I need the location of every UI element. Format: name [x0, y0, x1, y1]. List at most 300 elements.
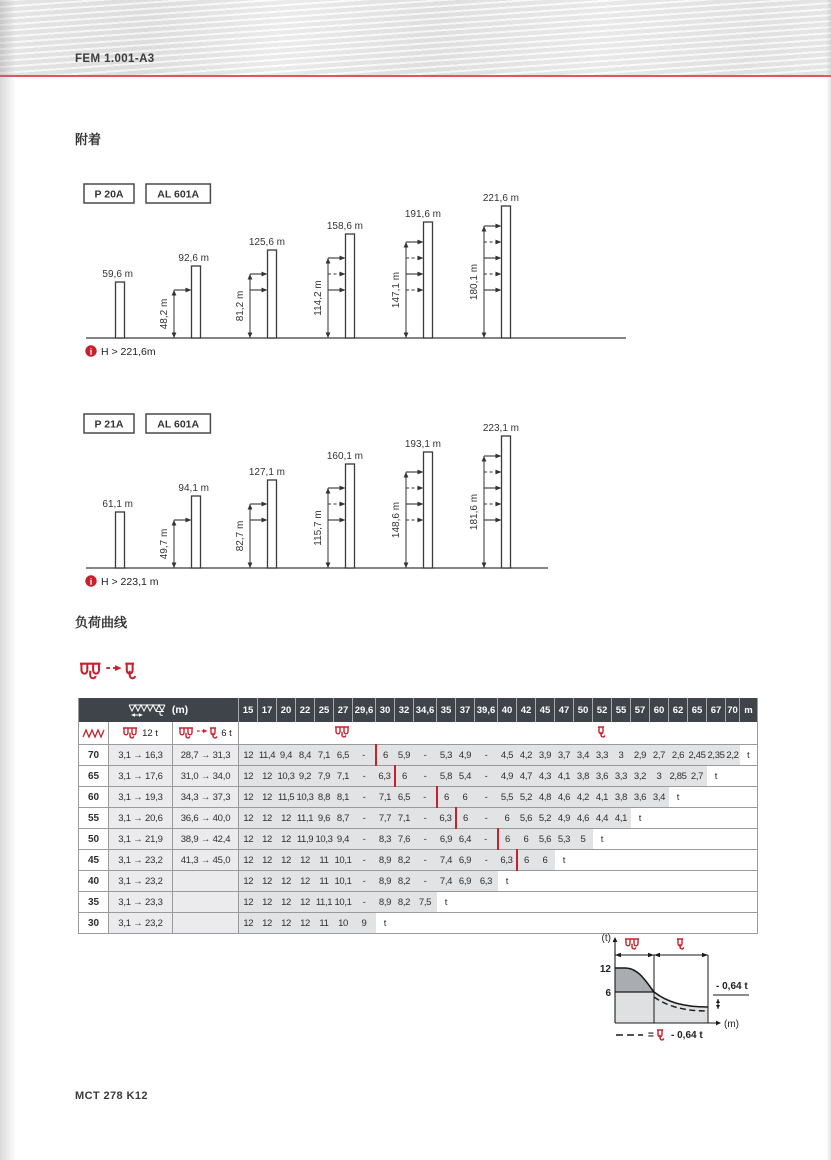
load-value: 12 — [239, 850, 258, 871]
load-value: - — [475, 766, 498, 787]
load-value: 11,9 — [296, 829, 315, 850]
load-value: 8,3 — [376, 829, 395, 850]
empty-cell — [574, 871, 593, 892]
section-title-load-curves: 负荷曲线 — [75, 615, 128, 630]
load-value: 11,4 — [258, 745, 277, 766]
empty-cell — [650, 892, 669, 913]
load-value: 12 — [239, 745, 258, 766]
jib-length-value: 70 — [79, 745, 109, 766]
column-header: 37 — [456, 698, 475, 722]
tower-height-label: 94,1 m — [178, 483, 209, 494]
empty-cell — [740, 829, 758, 850]
empty-cell — [740, 808, 758, 829]
load-value: 12 — [258, 913, 277, 934]
tower-height-label: 223,1 m — [482, 423, 519, 434]
load-table-row — [79, 766, 758, 787]
empty-cell — [555, 892, 574, 913]
load-value: 8,7 — [334, 808, 353, 829]
reeving-zone-cell — [239, 722, 258, 745]
load-table-row — [79, 829, 758, 850]
column-header: 34,6 — [414, 698, 437, 722]
load-value: 3,6 — [631, 787, 650, 808]
empty-cell — [475, 892, 498, 913]
reeving-zone-cell — [555, 722, 574, 745]
four-to-two-fall-capacity — [173, 722, 239, 745]
load-value: 6,9 — [437, 829, 456, 850]
two-fall-range: 41,3 → 45,0 — [173, 850, 239, 871]
empty-cell — [612, 829, 631, 850]
load-value: 6 — [498, 829, 517, 850]
load-value: 12 — [258, 829, 277, 850]
load-value: 9,4 — [334, 829, 353, 850]
empty-cell — [669, 808, 688, 829]
jib-length-value: 65 — [79, 766, 109, 787]
load-value: 3,2 — [631, 766, 650, 787]
tower-height-label: 127,1 m — [248, 467, 285, 478]
two-fall-hook-icon — [598, 726, 606, 738]
load-value: 11 — [315, 871, 334, 892]
load-value: 4,5 — [498, 745, 517, 766]
empty-cell — [726, 892, 740, 913]
load-value: 6 — [498, 808, 517, 829]
load-value: 6 — [376, 745, 395, 766]
mast-tower — [313, 451, 363, 568]
load-value: 12 — [296, 913, 315, 934]
two-fall-range: 34,3 → 37,3 — [173, 787, 239, 808]
anchor-height-dim: 82,7 m — [235, 520, 246, 552]
attachment-diagram-2 — [78, 408, 644, 596]
column-header: 47 — [555, 698, 574, 722]
reeving-zone-cell — [353, 722, 376, 745]
column-header: 25 — [315, 698, 334, 722]
empty-cell — [612, 871, 631, 892]
anchor-height-dim: 114,2 m — [313, 280, 324, 316]
empty-cell — [650, 829, 669, 850]
reeving-zone-cell — [498, 722, 517, 745]
load-table-row — [79, 808, 758, 829]
mast-tower — [235, 467, 285, 568]
load-value: 8,9 — [376, 850, 395, 871]
empty-cell — [669, 850, 688, 871]
load-value: - — [353, 766, 376, 787]
mast-tower — [102, 499, 133, 568]
load-value: 8,2 — [395, 892, 414, 913]
four-fall-range: 3,1 → 16,3 — [109, 745, 173, 766]
four-fall-range: 3,1 → 23,2 — [109, 871, 173, 892]
load-value: 4,9 — [498, 766, 517, 787]
doc-reference: MCT 278 K12 — [75, 1090, 148, 1102]
load-value: 10,1 — [334, 871, 353, 892]
load-value: 7,9 — [315, 766, 334, 787]
load-value: 6 — [517, 829, 536, 850]
load-value: 6,3 — [475, 871, 498, 892]
legend-equals: = — [648, 1030, 654, 1041]
load-value: 12 — [258, 787, 277, 808]
empty-cell — [498, 913, 517, 934]
tower-height-label: 221,6 m — [482, 193, 519, 204]
load-value: 7,4 — [437, 871, 456, 892]
tower-height-label: 193,1 m — [404, 439, 441, 450]
load-value: - — [414, 850, 437, 871]
load-value: 5,4 — [456, 766, 475, 787]
column-header: 30 — [376, 698, 395, 722]
mast-tower — [391, 439, 441, 568]
jib-icon — [129, 702, 167, 718]
two-fall-hook-icon — [657, 1030, 664, 1040]
empty-cell — [707, 787, 726, 808]
standard-reference: FEM 1.001-A3 — [75, 53, 155, 65]
mast-tower — [313, 221, 363, 338]
column-header: 50 — [574, 698, 593, 722]
reeving-zone-cell — [277, 722, 296, 745]
empty-cell — [650, 871, 669, 892]
empty-cell — [612, 850, 631, 871]
load-value: 6 — [536, 850, 555, 871]
model-label-box — [146, 414, 210, 433]
legend-reduction: - 0,64 t — [671, 1030, 703, 1041]
reeving-zone-cell — [707, 722, 726, 745]
tower-height-label: 125,6 m — [248, 237, 285, 248]
load-value: - — [414, 766, 437, 787]
load-value: 4,7 — [517, 766, 536, 787]
svg-text:AL 601A: AL 601A — [157, 188, 200, 201]
load-value: - — [353, 850, 376, 871]
tower-height-label: 191,6 m — [404, 209, 441, 220]
load-value: 3,8 — [574, 766, 593, 787]
reeving-zone-cell — [650, 722, 669, 745]
two-fall-range — [173, 913, 239, 934]
anchor-height-dim: 115,7 m — [313, 510, 324, 546]
anchor-height-dim: 180,1 m — [469, 263, 480, 301]
load-value: 4,2 — [517, 745, 536, 766]
four-fall-capacity — [109, 722, 173, 745]
column-header: 60 — [650, 698, 669, 722]
reeving-zone-cell — [574, 722, 593, 745]
load-value: 10,1 — [334, 850, 353, 871]
load-value: 8,9 — [376, 892, 395, 913]
load-table-row — [79, 892, 758, 913]
load-value: 5,8 — [437, 766, 456, 787]
load-value: 10,1 — [334, 892, 353, 913]
load-value: 7,1 — [376, 787, 395, 808]
anchor-height-dim: 49,7 m — [159, 528, 170, 560]
empty-cell — [688, 850, 707, 871]
column-header: 70 — [726, 698, 740, 722]
column-header: 42 — [517, 698, 536, 722]
load-value: 7,1 — [395, 808, 414, 829]
load-value: 2,9 — [631, 745, 650, 766]
reeving-zone-cell — [740, 722, 758, 745]
load-value: 12 — [258, 892, 277, 913]
load-value: 5,6 — [517, 808, 536, 829]
load-value: 2,45 — [688, 745, 707, 766]
empty-cell — [688, 892, 707, 913]
load-value: 7,7 — [376, 808, 395, 829]
load-value: 7,1 — [334, 766, 353, 787]
reeving-zone-cell — [593, 722, 612, 745]
load-value: 2,6 — [669, 745, 688, 766]
load-value: - — [414, 808, 437, 829]
reeving-zone-cell — [376, 722, 395, 745]
load-value: 12 — [296, 850, 315, 871]
four-fall-range: 3,1 → 20,6 — [109, 808, 173, 829]
load-value: 12 — [277, 892, 296, 913]
load-value: - — [353, 829, 376, 850]
unit-cell: t — [376, 913, 395, 934]
four-fall-hook-icon — [625, 939, 639, 949]
load-value: 3 — [650, 766, 669, 787]
load-value: 8,1 — [334, 787, 353, 808]
reeving-zone-cell — [612, 722, 631, 745]
chart-dark-area — [615, 968, 654, 992]
load-value: 6 — [437, 787, 456, 808]
page-header-banner — [0, 0, 831, 77]
load-value: 4,6 — [574, 808, 593, 829]
anchor-height-dim: 148,6 m — [391, 501, 402, 539]
empty-cell — [456, 913, 475, 934]
load-value: 12 — [258, 808, 277, 829]
load-value: 12 — [277, 871, 296, 892]
attachment-diagram-1 — [78, 178, 644, 366]
load-value: 3,6 — [593, 766, 612, 787]
load-value: - — [414, 871, 437, 892]
column-header: 45 — [536, 698, 555, 722]
load-value: 12 — [239, 787, 258, 808]
empty-cell — [631, 871, 650, 892]
load-value: 12 — [258, 871, 277, 892]
load-value: 3,4 — [574, 745, 593, 766]
column-header: 35 — [437, 698, 456, 722]
unit-cell: t — [669, 787, 688, 808]
empty-cell — [688, 829, 707, 850]
two-fall-hook-icon — [677, 939, 684, 949]
load-value: 3 — [612, 745, 631, 766]
anchor-height-dim: 181,6 m — [469, 493, 480, 531]
unit-cell: t — [498, 871, 517, 892]
column-header: 22 — [296, 698, 315, 722]
load-value: 6,9 — [456, 850, 475, 871]
tick-6: 6 — [605, 988, 611, 999]
load-value: 2,35 — [707, 745, 726, 766]
load-value: 12 — [239, 766, 258, 787]
jib-length-value: 50 — [79, 829, 109, 850]
column-header: 20 — [277, 698, 296, 722]
load-value: 6 — [456, 787, 475, 808]
model-label-box — [84, 184, 134, 203]
jib-unit-label: (m) — [171, 704, 189, 716]
load-value: 9,2 — [296, 766, 315, 787]
load-value: - — [475, 787, 498, 808]
tower-height-label: 59,6 m — [102, 269, 133, 280]
model-label-box — [84, 414, 134, 433]
load-value: 12 — [277, 850, 296, 871]
load-value: 4,1 — [612, 808, 631, 829]
empty-cell — [669, 871, 688, 892]
table-header-row — [79, 698, 758, 722]
section-title-attachment: 附着 — [75, 132, 102, 147]
mast-tower — [235, 237, 285, 338]
column-header: 52 — [593, 698, 612, 722]
jib-zigzag-icon — [79, 722, 109, 745]
load-value: 12 — [277, 913, 296, 934]
load-value: 12 — [239, 808, 258, 829]
svg-text:i: i — [89, 576, 93, 587]
load-value: 6,9 — [456, 871, 475, 892]
load-value: 8,2 — [395, 871, 414, 892]
jib-length-value: 55 — [79, 808, 109, 829]
empty-cell — [707, 829, 726, 850]
load-value: - — [475, 808, 498, 829]
load-value: 11,5 — [277, 787, 296, 808]
load-value: 3,9 — [536, 745, 555, 766]
empty-cell — [726, 808, 740, 829]
load-value: 6,4 — [456, 829, 475, 850]
load-value: 8,8 — [315, 787, 334, 808]
empty-cell — [536, 892, 555, 913]
empty-cell — [740, 766, 758, 787]
load-table-row — [79, 787, 758, 808]
load-value: 5,6 — [536, 829, 555, 850]
jib-length-value: 60 — [79, 787, 109, 808]
reeving-zone-cell — [395, 722, 414, 745]
jib-length-value: 30 — [79, 913, 109, 934]
load-table-row — [79, 850, 758, 871]
load-value: 4,1 — [593, 787, 612, 808]
empty-cell — [707, 892, 726, 913]
load-value: 7,5 — [414, 892, 437, 913]
empty-cell — [536, 913, 555, 934]
reeving-zone-cell — [517, 722, 536, 745]
load-value: 8,9 — [376, 871, 395, 892]
reeving-zone-cell — [536, 722, 555, 745]
empty-cell — [555, 871, 574, 892]
load-value: 3,4 — [650, 787, 669, 808]
load-value: 5,3 — [555, 829, 574, 850]
reeving-zone-cell — [669, 722, 688, 745]
empty-cell — [593, 871, 612, 892]
load-value: 4,3 — [536, 766, 555, 787]
empty-cell — [688, 787, 707, 808]
load-value: 12 — [277, 829, 296, 850]
mast-tower — [469, 423, 519, 568]
load-value: 10,3 — [315, 829, 334, 850]
empty-cell — [707, 808, 726, 829]
load-value: - — [353, 808, 376, 829]
empty-cell — [593, 850, 612, 871]
load-value: 2,2 — [726, 745, 740, 766]
mast-tower — [159, 253, 209, 338]
empty-cell — [555, 913, 574, 934]
tower-height-label: 160,1 m — [326, 451, 363, 462]
load-value: 6,3 — [498, 850, 517, 871]
four-fall-range: 3,1 → 23,2 — [109, 850, 173, 871]
anchor-height-dim: 147,1 m — [391, 271, 402, 309]
reeving-zone-cell — [437, 722, 456, 745]
empty-cell — [726, 850, 740, 871]
load-value: 2,85 — [669, 766, 688, 787]
empty-cell — [536, 871, 555, 892]
two-fall-range: 36,6 → 40,0 — [173, 808, 239, 829]
load-value: 4,9 — [555, 808, 574, 829]
reeving-zone-cell — [475, 722, 498, 745]
chart-y-axis-arrow — [613, 937, 618, 942]
load-value: 3,3 — [612, 766, 631, 787]
load-value: - — [353, 787, 376, 808]
load-value: 9 — [353, 913, 376, 934]
load-reduction-chart — [585, 925, 831, 1065]
four-fall-range: 3,1 → 23,2 — [109, 913, 173, 934]
reeving-zone-cell — [456, 722, 475, 745]
empty-cell — [456, 892, 475, 913]
empty-cell — [740, 892, 758, 913]
load-value: 6,3 — [376, 766, 395, 787]
column-header: 62 — [669, 698, 688, 722]
reeving-zone-cell — [414, 722, 437, 745]
mast-tower — [102, 269, 133, 338]
height-note-text: H > 223,1 m — [101, 576, 159, 588]
load-value: - — [353, 871, 376, 892]
reeving-zone-cell — [315, 722, 334, 745]
load-value: 9,4 — [277, 745, 296, 766]
empty-cell — [414, 913, 437, 934]
load-value: 6 — [517, 850, 536, 871]
empty-cell — [437, 913, 456, 934]
unit-cell: t — [555, 850, 574, 871]
reeving-zone-cell — [296, 722, 315, 745]
load-value: - — [353, 892, 376, 913]
load-value: 12 — [258, 850, 277, 871]
column-header: 55 — [612, 698, 631, 722]
load-value: 10,3 — [296, 787, 315, 808]
empty-cell — [688, 808, 707, 829]
load-value: 12 — [239, 871, 258, 892]
empty-cell — [707, 850, 726, 871]
capacity-label: 12 t — [142, 727, 158, 739]
load-value: 12 — [258, 766, 277, 787]
load-value: 2,7 — [688, 766, 707, 787]
reeving-zone-cell — [334, 722, 353, 745]
column-header: 29,6 — [353, 698, 376, 722]
empty-cell — [688, 871, 707, 892]
jib-length-value: 35 — [79, 892, 109, 913]
tick-12: 12 — [599, 964, 611, 975]
column-header: 32 — [395, 698, 414, 722]
anchor-height-dim: 48,2 m — [159, 298, 170, 330]
unit-cell: t — [740, 745, 758, 766]
empty-cell — [726, 766, 740, 787]
jib-length-value: 45 — [79, 850, 109, 871]
column-header: 57 — [631, 698, 650, 722]
load-value: 3,7 — [555, 745, 574, 766]
reeving-icon-row — [79, 722, 758, 745]
load-value: 12 — [296, 892, 315, 913]
load-value: 4,8 — [536, 787, 555, 808]
empty-cell — [631, 892, 650, 913]
load-value: 2,7 — [650, 745, 669, 766]
load-value: - — [475, 850, 498, 871]
jib-length-header — [79, 698, 239, 722]
empty-cell — [612, 892, 631, 913]
load-value: 12 — [296, 871, 315, 892]
unit-cell: t — [593, 829, 612, 850]
column-header: 40 — [498, 698, 517, 722]
empty-cell — [498, 892, 517, 913]
two-fall-range: 28,7 → 31,3 — [173, 745, 239, 766]
load-value: 4,9 — [456, 745, 475, 766]
empty-cell — [517, 913, 536, 934]
load-value: 10 — [334, 913, 353, 934]
load-value: 7,4 — [437, 850, 456, 871]
